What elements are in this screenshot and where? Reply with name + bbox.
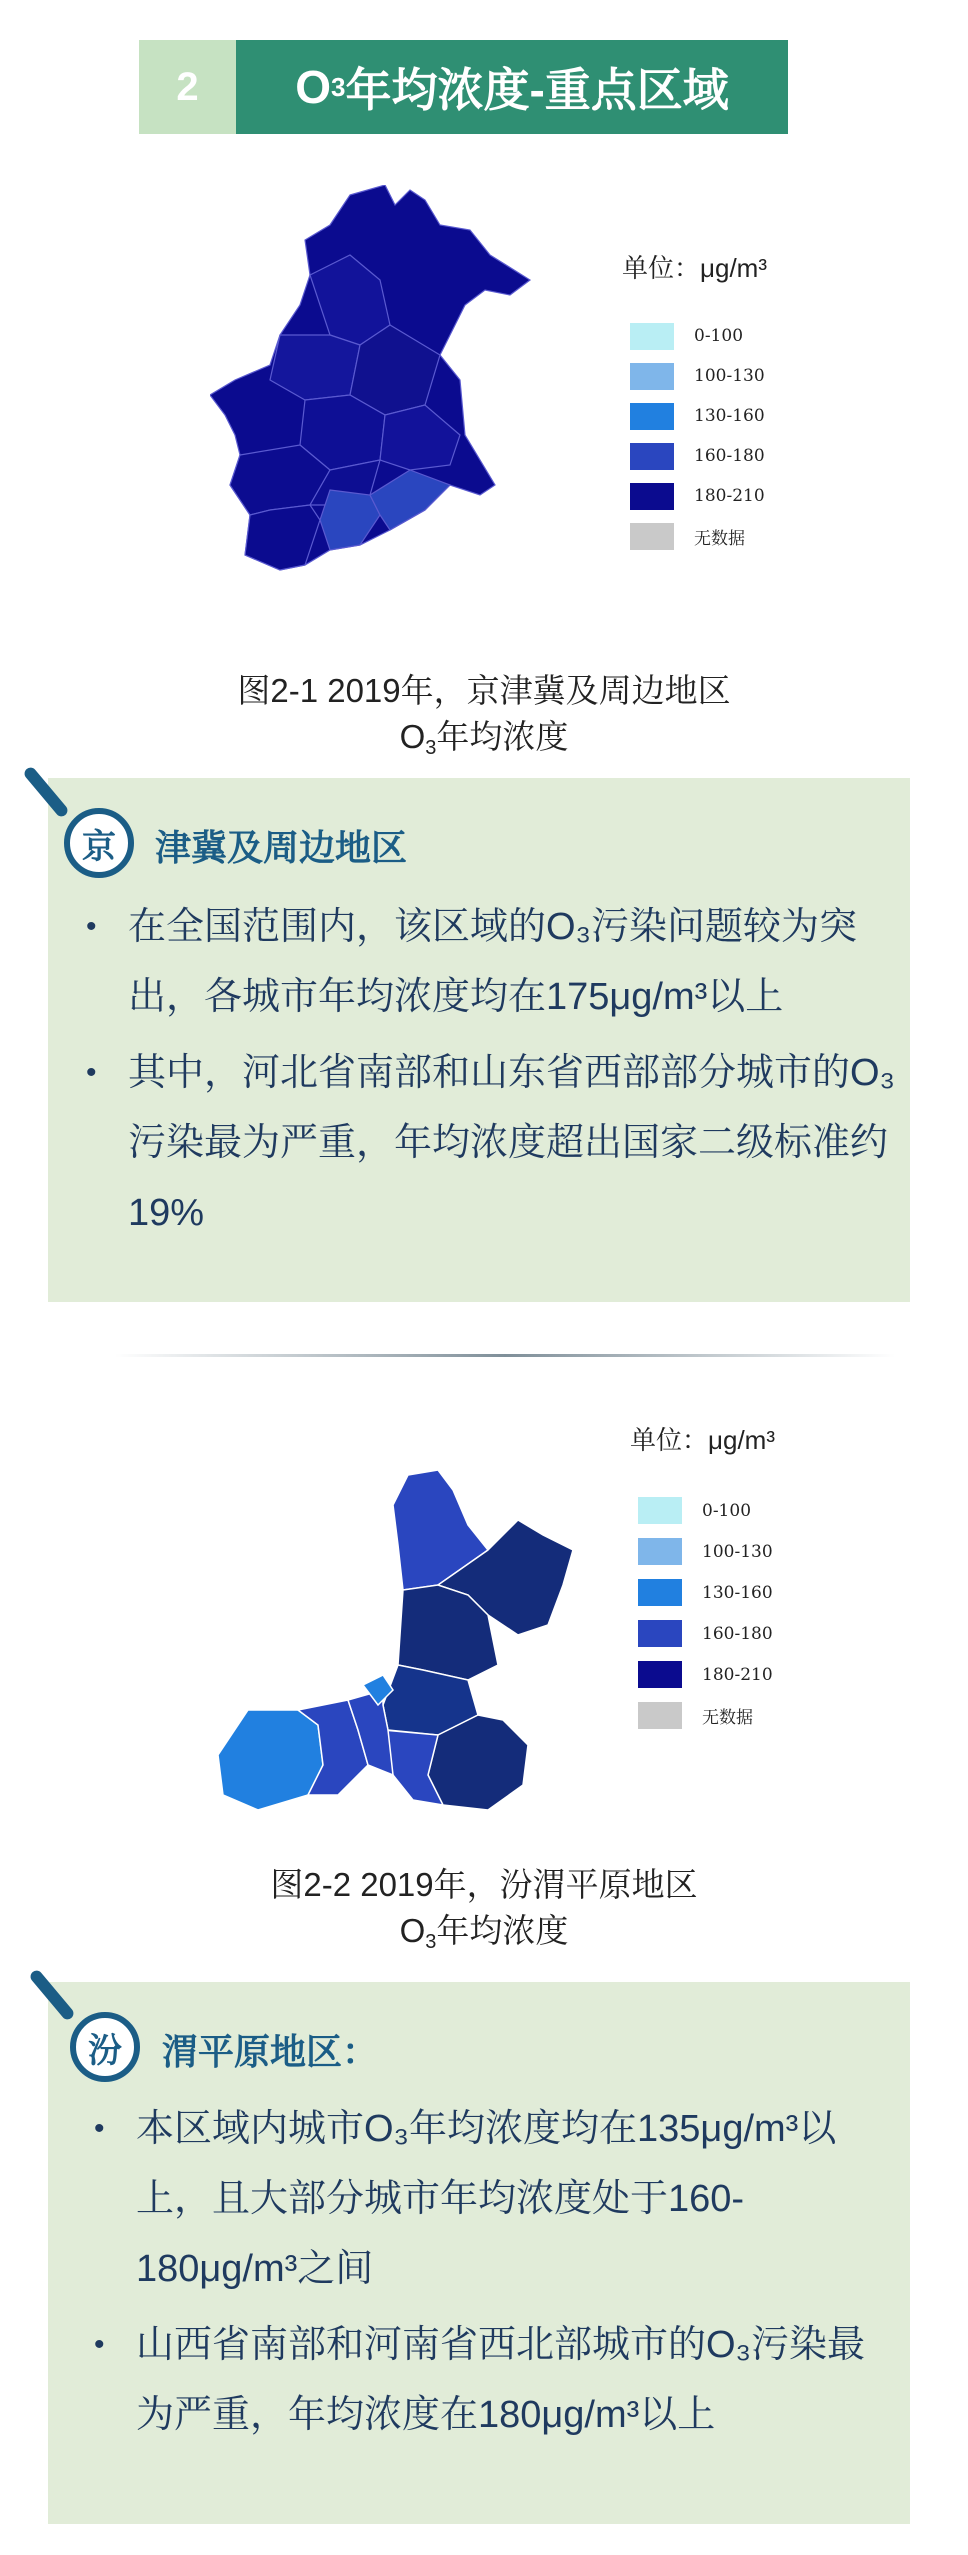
section-number: 2 [139, 40, 236, 134]
bullet-dot: • [86, 1056, 97, 1089]
legend-item [630, 436, 765, 476]
magnifier-badge: 汾 [70, 2012, 140, 2082]
legend-swatch [630, 483, 674, 510]
list-item [56, 2310, 876, 2450]
legend-2 [638, 1490, 773, 1736]
caption-o: O [399, 1912, 426, 1949]
legend-item [638, 1531, 773, 1572]
caption-line: 图2-2 2019年，汾渭平原地区 [270, 1866, 698, 1903]
legend-unit-2: 单位：μg/m³ [630, 1425, 775, 1455]
legend-label: 100-130 [694, 366, 765, 386]
legend-label: 130-160 [694, 406, 765, 426]
legend-1 [630, 316, 765, 556]
map-region-h [320, 490, 380, 550]
legend-unit-1: 单位：μg/m³ [622, 253, 767, 283]
legend-item [638, 1695, 773, 1736]
legend-label: 无数据 [694, 528, 745, 549]
list-item [48, 1038, 898, 1248]
legend-item [638, 1654, 773, 1695]
divider [115, 1354, 895, 1357]
figure-caption-1 [0, 668, 968, 771]
list-item [56, 2094, 876, 2304]
caption-subscript: 3 [425, 1931, 437, 1953]
caption-rest: 年均浓度 [436, 1912, 569, 1949]
legend-item [638, 1572, 773, 1613]
legend-swatch [638, 1538, 682, 1565]
title-prefix: O [295, 61, 331, 113]
legend-item [638, 1613, 773, 1654]
title-rest: 年均浓度-重点区域 [345, 64, 729, 116]
legend-item [638, 1490, 773, 1531]
legend-swatch [630, 443, 674, 470]
legend-item [630, 396, 765, 436]
legend-label: 0-100 [702, 1500, 752, 1521]
caption-line: 图2-1 2019年，京津冀及周边地区 [237, 672, 731, 709]
legend-swatch [638, 1579, 682, 1606]
list-item [48, 892, 898, 1032]
caption-o: O [399, 718, 426, 755]
legend-label: 160-180 [694, 446, 765, 466]
caption-line [0, 1908, 968, 1965]
legend-swatch [638, 1661, 682, 1688]
legend-swatch [638, 1702, 682, 1729]
title-subscript: 3 [330, 71, 346, 102]
legend-swatch [630, 323, 674, 350]
legend-swatch [630, 403, 674, 430]
legend-label: 130-160 [702, 1582, 773, 1603]
magnifier-badge: 京 [64, 808, 134, 878]
map-jingjinji [210, 185, 590, 605]
bullet-text: 山西省南部和河南省西北部城市的O₃污染最为严重，年均浓度在180μg/m³以上 [136, 2324, 866, 2436]
caption-line [0, 714, 968, 771]
legend-item [630, 316, 765, 356]
section-title-2: 渭平原地区： [162, 2031, 379, 2072]
legend-swatch [630, 523, 674, 550]
legend-label: 0-100 [694, 326, 744, 346]
bullet-text: 本区域内城市O₃年均浓度均在135μg/m³以上，且大部分城市年均浓度处于160-180μg/m³之间 [136, 2108, 837, 2290]
legend-swatch [630, 363, 674, 390]
caption-subscript: 3 [425, 737, 437, 759]
figure-caption-2 [0, 1862, 968, 1965]
legend-label: 180-210 [702, 1664, 773, 1685]
page-title [236, 40, 788, 134]
bullet-text: 在全国范围内，该区域的O₃污染问题较为突出，各城市年均浓度均在175μg/m³以上 [128, 906, 858, 1018]
legend-item [630, 516, 765, 556]
legend-swatch [638, 1620, 682, 1647]
legend-item [630, 356, 765, 396]
section-title-1: 津冀及周边地区 [155, 827, 408, 868]
legend-item [630, 476, 765, 516]
caption-rest: 年均浓度 [436, 718, 569, 755]
legend-swatch [638, 1497, 682, 1524]
bullet-text: 其中，河北省南部和山东省西部部分城市的O₃污染最为严重，年均浓度超出国家二级标准约19% [128, 1052, 896, 1234]
bullet-dot: • [86, 910, 97, 943]
legend-label: 160-180 [702, 1623, 773, 1644]
bullet-dot: • [94, 2112, 105, 2145]
bullet-list-2 [56, 2094, 876, 2450]
legend-label: 100-130 [702, 1541, 773, 1562]
legend-label: 无数据 [702, 1708, 753, 1728]
map-fenwei [168, 1465, 608, 1830]
bullet-dot: • [94, 2328, 105, 2361]
legend-label: 180-210 [694, 486, 765, 506]
bullet-list-1 [48, 892, 898, 1248]
